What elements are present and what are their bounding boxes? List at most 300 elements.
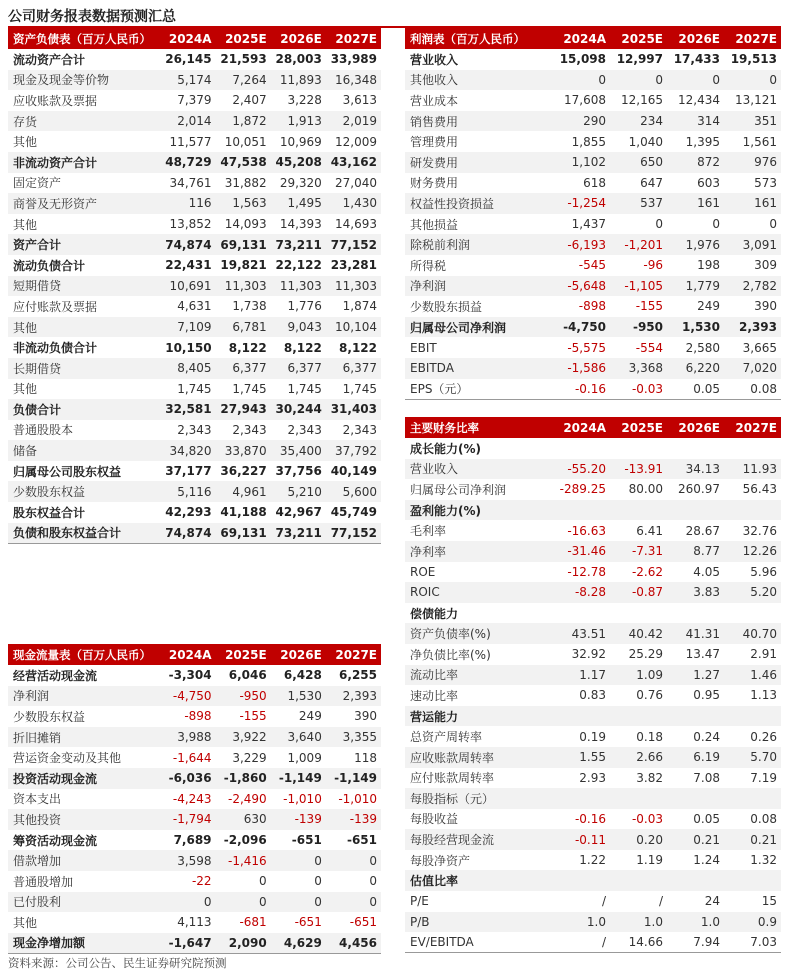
cell-value: 1,745 [177, 381, 212, 396]
row-label: 估值比率 [405, 870, 553, 891]
row-label: 盈利能力(%) [405, 500, 553, 521]
page-title: 公司财务报表数据预测汇总 [8, 9, 176, 25]
cell-value: -8.28 [553, 582, 610, 603]
cell-value: 390 [754, 299, 777, 314]
cell-value: 1.22 [579, 853, 606, 868]
cell-value: 3,355 [326, 727, 381, 748]
cell-value [667, 603, 724, 624]
cell-value [667, 706, 724, 727]
row-label: 研发费用 [405, 152, 553, 173]
cell-value: 12,165 [621, 93, 663, 108]
cell-value: 0 [271, 850, 326, 871]
cell-value: 118 [354, 750, 377, 765]
cell-value: 0.05 [667, 379, 724, 400]
cell-value: -3,304 [168, 668, 212, 683]
year-header: 2024A [553, 28, 610, 49]
table-row [405, 932, 781, 953]
table-row [405, 623, 781, 644]
cell-value: 2,019 [326, 111, 381, 132]
cell-value: 0 [160, 892, 215, 913]
cell-value [610, 500, 667, 521]
income-statement-table [405, 28, 781, 400]
table-row [8, 234, 381, 255]
table-row [8, 686, 381, 707]
cell-value: 13,852 [169, 217, 212, 232]
cell-value [724, 500, 781, 521]
cell-value [553, 870, 610, 891]
cell-value: -155 [635, 299, 663, 314]
table-row [8, 131, 381, 152]
cell-value: 8,405 [160, 358, 215, 379]
table-row [405, 459, 781, 480]
cell-value: 7,264 [216, 70, 271, 91]
cell-value: 603 [697, 175, 720, 190]
cell-value: 21,593 [220, 52, 267, 67]
row-label: 营运能力 [405, 706, 553, 727]
cell-value: 3,091 [724, 234, 781, 255]
cell-value: 0 [610, 70, 667, 91]
row-label: 其他 [8, 317, 160, 338]
table-row [405, 603, 781, 624]
table-row [405, 152, 781, 173]
cell-value: 2.91 [750, 647, 777, 662]
cell-value: -7.31 [610, 541, 667, 562]
cell-value: 2,343 [342, 422, 377, 437]
cell-value: 1.09 [610, 665, 667, 686]
cell-value: 0 [326, 892, 381, 913]
cell-value: 1,430 [326, 193, 381, 214]
table-row [8, 523, 381, 544]
cell-value: -16.63 [567, 523, 606, 538]
row-label: 现金净增加额 [8, 933, 160, 954]
row-label: 筹资活动现金流 [13, 833, 98, 848]
table-row [405, 111, 781, 132]
table-row [405, 541, 781, 562]
cell-value: -31.46 [553, 541, 610, 562]
row-label: 权益性投资损益 [405, 193, 553, 214]
cell-value: -289.25 [559, 482, 606, 497]
cell-value: 650 [610, 152, 667, 173]
cell-value: 618 [583, 175, 606, 190]
cell-value: 14,393 [279, 217, 322, 232]
table-row [8, 70, 381, 91]
table-row [405, 255, 781, 276]
cell-value: 2,393 [326, 686, 381, 707]
table-row [8, 871, 381, 892]
cell-value: 30,244 [271, 399, 326, 420]
row-label: 速动比率 [410, 688, 459, 703]
table-row [405, 90, 781, 111]
cell-value: 11,303 [271, 276, 326, 297]
cell-value: 34,820 [160, 440, 215, 461]
cell-value: 5,116 [160, 481, 215, 502]
cell-value: 22,122 [275, 258, 322, 273]
year-header: 2026E [271, 28, 326, 49]
cell-value: -2,490 [228, 791, 267, 806]
cell-value: 3,922 [216, 727, 271, 748]
cell-value: 5.70 [724, 747, 781, 768]
cell-value: 0 [314, 874, 322, 889]
cell-value: -0.87 [610, 582, 667, 603]
cell-value: 74,874 [160, 234, 215, 255]
cell-value: 2,343 [287, 422, 322, 437]
table-row [405, 296, 781, 317]
cell-value [667, 788, 724, 809]
cell-value: -22 [191, 874, 212, 889]
cell-value: 12.26 [724, 541, 781, 562]
table-row [405, 49, 781, 70]
cell-value: 10,969 [279, 134, 322, 149]
table-row [405, 358, 781, 379]
cell-value: 1.19 [636, 853, 663, 868]
cell-value [553, 500, 610, 521]
cell-value: -950 [216, 686, 271, 707]
cell-value: 69,131 [216, 234, 271, 255]
year-header: 2025E [610, 417, 667, 438]
row-label: 营业成本 [410, 93, 459, 108]
table-row [8, 809, 381, 830]
table-row [405, 500, 781, 521]
cell-value: 0.21 [724, 829, 781, 850]
cell-value: 249 [697, 299, 720, 314]
year-header: 2027E [326, 28, 381, 49]
cell-value: 872 [667, 152, 724, 173]
cell-value: 1,530 [271, 686, 326, 707]
cell-value: 11.93 [724, 459, 781, 480]
cell-value: 19,513 [730, 52, 777, 67]
row-label: 净负债比率(%) [410, 647, 491, 662]
cell-value: 11,303 [216, 276, 271, 297]
cell-value: 6,781 [216, 317, 271, 338]
cell-value: 0.21 [667, 829, 724, 850]
cell-value: -6,036 [160, 768, 215, 789]
table-title: 现金流量表（百万人民币） [8, 644, 160, 665]
year-header: 2026E [271, 644, 326, 665]
cell-value: 10,150 [165, 340, 212, 355]
cell-value: 15,098 [559, 52, 606, 67]
cell-value: 22,431 [165, 258, 212, 273]
cell-value: 0 [655, 217, 663, 232]
cell-value: 41,188 [220, 505, 267, 520]
cell-value: 6,255 [339, 668, 377, 683]
cell-value: -1,201 [610, 234, 667, 255]
cell-value: 42,293 [165, 505, 212, 520]
cell-value: -651 [349, 915, 377, 930]
cell-value: 41.31 [667, 623, 724, 644]
row-label: P/B [405, 912, 553, 933]
row-label: 少数股东权益 [13, 709, 86, 724]
row-label: 所得税 [410, 258, 447, 273]
cell-value: 1,738 [232, 299, 267, 314]
cell-value: 2,343 [177, 422, 212, 437]
cell-value: -0.03 [631, 811, 663, 826]
table-row [405, 337, 781, 358]
table-row [405, 644, 781, 665]
cell-value: 7,379 [177, 93, 212, 108]
cell-value: 29,320 [279, 175, 322, 190]
cell-value: 28,003 [275, 52, 322, 67]
row-label: 普通股股本 [13, 423, 74, 438]
cell-value: 40,149 [330, 464, 377, 479]
row-label: 应付账款及票据 [13, 299, 98, 314]
table-row [8, 296, 381, 317]
cell-value [610, 788, 667, 809]
cell-value: 0.19 [579, 729, 606, 744]
cell-value: 7,020 [724, 358, 781, 379]
row-label: 财务费用 [410, 176, 459, 191]
cell-value: 40.70 [724, 623, 781, 644]
cell-value: 6,377 [326, 358, 381, 379]
cell-value: 0.08 [724, 379, 781, 400]
row-label: 储备 [8, 440, 160, 461]
cell-value: 26,145 [165, 52, 212, 67]
cell-value: 80.00 [628, 482, 663, 497]
cell-value: 6,046 [228, 668, 267, 683]
cell-value: 4,961 [216, 481, 271, 502]
cell-value: 37,756 [275, 464, 322, 479]
row-label: 非流动负债合计 [13, 341, 98, 356]
row-label: 少数股东权益 [8, 481, 160, 502]
cell-value: 0 [667, 70, 724, 91]
cell-value [667, 500, 724, 521]
row-label: ROE [410, 564, 436, 579]
cell-value: 12,997 [616, 52, 663, 67]
cell-value: 2,014 [160, 111, 215, 132]
year-header: 2027E [326, 644, 381, 665]
cell-value: 161 [667, 193, 724, 214]
cell-value: 25.29 [628, 647, 663, 662]
cell-value: 34.13 [667, 459, 724, 480]
cell-value: 1.46 [724, 665, 781, 686]
cell-value: -1,254 [553, 193, 610, 214]
cell-value: 0.9 [724, 912, 781, 933]
cell-value: -1,010 [283, 791, 322, 806]
cell-value: -4,243 [172, 791, 212, 806]
table-row [8, 850, 381, 871]
cell-value [553, 788, 610, 809]
cell-value: -1,647 [160, 933, 215, 954]
table-row [8, 399, 381, 420]
table-row [405, 726, 781, 747]
cell-value: 45,749 [330, 505, 377, 520]
cell-value: 1,913 [271, 111, 326, 132]
cell-value: -139 [271, 809, 326, 830]
cell-value: / [601, 894, 606, 909]
cell-value: 161 [724, 193, 781, 214]
table-row [405, 582, 781, 603]
table-header-row [405, 417, 781, 438]
row-label: 毛利率 [410, 524, 447, 539]
cell-value: 3.82 [636, 770, 663, 785]
year-header: 2025E [216, 28, 271, 49]
cell-value [610, 870, 667, 891]
table-row [405, 829, 781, 850]
table-title: 主要财务比率 [405, 417, 553, 438]
cell-value: 0 [259, 874, 267, 889]
table-header-row [8, 644, 381, 665]
cell-value: 1,563 [216, 193, 271, 214]
cell-value: -681 [239, 915, 267, 930]
cell-value: 0 [712, 217, 720, 232]
table-row [405, 562, 781, 583]
cell-value: 8,122 [228, 340, 267, 355]
table-row [8, 440, 381, 461]
table-title: 资产负债表（百万人民币） [8, 28, 160, 49]
cell-value: 77,152 [326, 523, 381, 544]
row-label: 固定资产 [13, 176, 62, 191]
row-label: 净利润 [8, 686, 160, 707]
row-label: 负债合计 [8, 399, 160, 420]
row-label: 归属母公司股东权益 [13, 464, 122, 479]
row-label: 经营活动现金流 [13, 668, 98, 683]
cell-value: 0.95 [693, 688, 720, 703]
cell-value: 6.41 [636, 523, 663, 538]
cell-value: 3,665 [742, 340, 777, 355]
cell-value: -2,096 [223, 833, 267, 848]
row-label: 其他 [13, 135, 38, 150]
cell-value: 3,613 [342, 93, 377, 108]
cell-value: 2,393 [724, 317, 781, 338]
cell-value: 1,745 [342, 381, 377, 396]
cell-value: 1,745 [287, 381, 322, 396]
table-row [8, 912, 381, 933]
table-row [405, 768, 781, 789]
cell-value: -5,648 [553, 276, 610, 297]
row-label: 应付账款周转率 [410, 771, 495, 786]
cell-value: -898 [578, 299, 606, 314]
cell-value: 43,162 [326, 152, 381, 173]
row-label: EV/EBITDA [405, 932, 553, 953]
row-label: 存货 [8, 111, 160, 132]
row-label: 其他收入 [405, 70, 553, 91]
table-row [405, 131, 781, 152]
row-label: 投资活动现金流 [8, 768, 160, 789]
cell-value: 0.08 [750, 811, 777, 826]
row-label: 普通股增加 [13, 874, 74, 889]
table-row [405, 665, 781, 686]
row-label: 其他 [13, 915, 38, 930]
cell-value: 0 [216, 892, 271, 913]
cell-value: 976 [724, 152, 781, 173]
table-row [405, 317, 781, 338]
cell-value: 0 [271, 892, 326, 913]
cell-value: -5,575 [567, 340, 606, 355]
row-label: 流动比率 [405, 665, 553, 686]
row-label: 营业收入 [405, 459, 553, 480]
cell-value: -651 [346, 833, 377, 848]
cell-value: 32.92 [571, 647, 606, 662]
table-row [405, 214, 781, 235]
cell-value: 6,220 [667, 358, 724, 379]
cell-value: -0.03 [610, 379, 667, 400]
row-label: 资本支出 [13, 792, 62, 807]
cell-value: 1,437 [571, 217, 606, 232]
cell-value: 630 [216, 809, 271, 830]
cell-value: 537 [610, 193, 667, 214]
cell-value: 31,882 [224, 175, 267, 190]
table-row [405, 747, 781, 768]
cell-value: -1,794 [160, 809, 215, 830]
row-label: 营运资金变动及其他 [13, 751, 122, 766]
table-row [8, 727, 381, 748]
cell-value: / [658, 894, 663, 909]
cell-value: 1,530 [667, 317, 724, 338]
cell-value: 7.94 [667, 932, 724, 953]
row-label: 现金及现金等价物 [8, 70, 160, 91]
cell-value: 1.24 [693, 853, 720, 868]
cell-value: 1.0 [553, 912, 610, 933]
table-row [8, 768, 381, 789]
table-row [8, 173, 381, 194]
cell-value: 48,729 [160, 152, 215, 173]
cell-value: -651 [294, 915, 322, 930]
cell-value: 1,495 [271, 193, 326, 214]
cell-value: / [553, 932, 610, 953]
cell-value: 11,577 [169, 134, 212, 149]
cell-value: -1,149 [326, 768, 381, 789]
cell-value: 0 [369, 874, 377, 889]
cell-value: 2,090 [216, 933, 271, 954]
cell-value: -1,149 [271, 768, 326, 789]
cell-value: 0.24 [693, 729, 720, 744]
table-row [8, 789, 381, 810]
cell-value: 11,893 [271, 70, 326, 91]
table-row [8, 49, 381, 70]
cell-value: -1,105 [610, 276, 667, 297]
cell-value: 4,113 [177, 915, 212, 930]
cell-value: 15 [761, 894, 777, 909]
cell-value: -12.78 [567, 564, 606, 579]
cell-value: -13.91 [610, 459, 667, 480]
cell-value: 1,976 [667, 234, 724, 255]
table-row [405, 173, 781, 194]
cell-value: -950 [610, 317, 667, 338]
cell-value: -651 [291, 833, 322, 848]
cell-value: 1.17 [553, 665, 610, 686]
cell-value: 10,104 [326, 317, 381, 338]
table-row [8, 892, 381, 913]
cell-value: 3,229 [232, 750, 267, 765]
cell-value: 1.13 [750, 688, 777, 703]
cell-value: 1,855 [571, 134, 606, 149]
cell-value: -1,860 [216, 768, 271, 789]
cell-value [553, 706, 610, 727]
cell-value: -155 [239, 709, 267, 724]
cell-value: 33,870 [216, 440, 271, 461]
table-row [8, 276, 381, 297]
table-row [8, 502, 381, 523]
cell-value: 32.76 [742, 523, 777, 538]
cell-value: 1,561 [742, 134, 777, 149]
row-label: 折旧摊销 [8, 727, 160, 748]
row-label: P/E [410, 894, 429, 909]
financial-ratios-table [405, 417, 781, 953]
table-row [8, 193, 381, 214]
row-label: 每股经营现金流 [405, 829, 553, 850]
cell-value [667, 438, 724, 459]
cell-value: 34,761 [169, 175, 212, 190]
cell-value: 2,407 [232, 93, 267, 108]
cell-value: 45,208 [271, 152, 326, 173]
cell-value: 5,600 [326, 481, 381, 502]
cell-value: 43.51 [553, 623, 610, 644]
cell-value: 24 [704, 894, 720, 909]
year-header: 2026E [667, 28, 724, 49]
cell-value: 14.66 [610, 932, 667, 953]
table-row [405, 788, 781, 809]
cell-value: 4,631 [177, 299, 212, 314]
cell-value: -0.16 [574, 811, 606, 826]
